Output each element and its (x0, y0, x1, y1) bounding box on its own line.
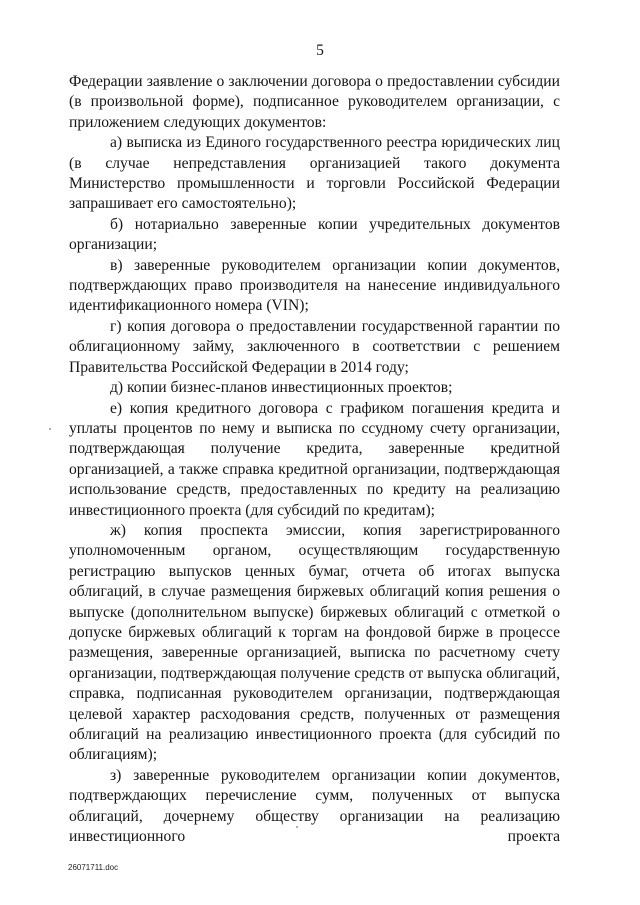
paragraph-item-e: е) копия кредитного договора с графиком погашения кредита и уплаты процентов по нему и выписка по ссудному счету организации, подтверждающая получение кредита, заверенные кредитной организацией, а также справка кредитной организации, подтверждающая использование средств, предоставленных по кредиту на реализацию инвестиционного проекта (для субсидий по кредитам); (69, 399, 560, 519)
paragraph-item-a: а) выписка из Единого государственного реестра юридических лиц (в случае непредставления организацией такого документа Министерство промышленности и торговли Российской Федерации запрашивает его самостоятельно); (69, 134, 560, 213)
paragraph-intro: Федерации заявление о заключении договора о предоставлении субсидии (в произвольной форме), подписанное руководителем организации, с приложением следующих документов: (69, 73, 560, 131)
scan-speck (296, 826, 298, 828)
paragraph-item-v: в) заверенные руководителем организации копии документов, подтверждающих право производителя на нанесение индивидуального идентификационного номера (VIN); (69, 256, 560, 315)
paragraph-item-z: з) заверенные руководителем организации копии документов, подтверждающих перечисление сумм, полученных от выпуска облигаций, дочернему обществу организации на реализацию инвестиционного проекта (69, 766, 560, 846)
paragraph-item-d: д) копии бизнес-планов инвестиционных проектов; (110, 379, 453, 397)
document-body (69, 72, 560, 847)
file-name-footer: 26071711.doc (68, 863, 119, 872)
paragraph-item-g: г) копия договора о предоставлении государственной гарантии по облигационному займу, заключенного в соответствии с решением Правительства Российской Федерации в 2014 году; (69, 317, 560, 376)
page-number: 5 (316, 42, 324, 59)
scan-speck (49, 428, 51, 430)
paragraph-item-b: б) нотариально заверенные копии учредительных документов организации; (69, 215, 560, 254)
paragraph-item-zh: ж) копия проспекта эмиссии, копия зарегистрированного уполномоченным органом, осуществляющим государственную регистрацию выпусков ценных бумаг, отчета об итогах выпуска облигаций, в случае размещения биржевых облигаций копия решения о выпуске (дополнительном выпуске) биржевых облигаций с отметкой о допуске биржевых облигаций к торгам на фондовой бирже в процессе размещения, заверенные организацией, выписка по расчетному счету организации, подтверждающая получение средств от выпуска облигаций, справка, подписанная руководителем организации, подтверждающая целевой характер расходования средств, полученных от размещения облигаций на реализацию инвестиционного проекта (для субсидий по облигациям); (69, 521, 560, 764)
